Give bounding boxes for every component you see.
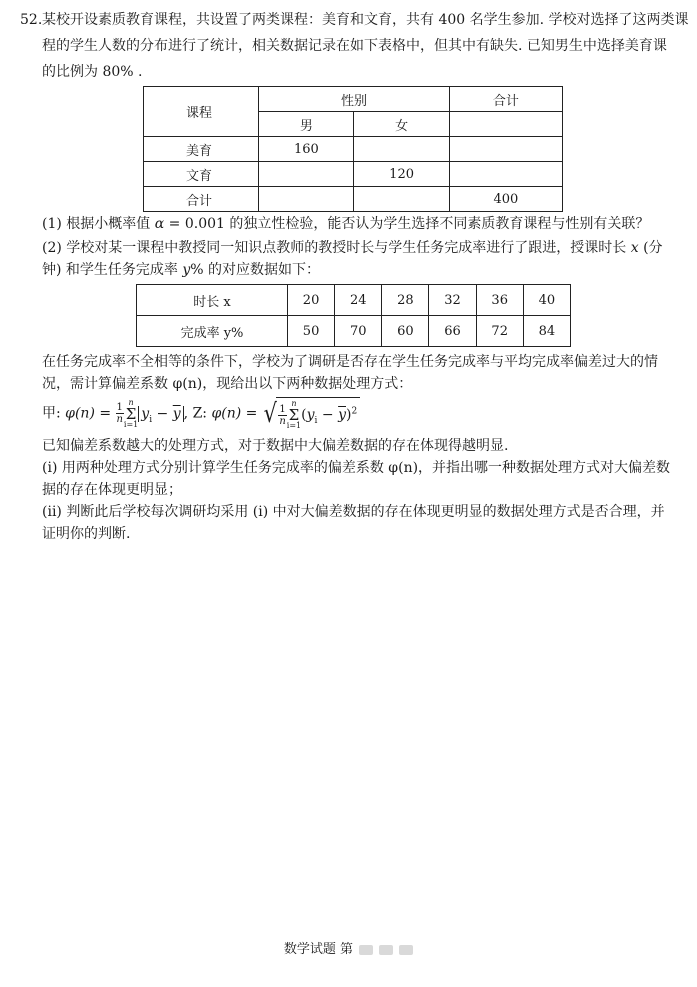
- part1-line: [42, 214, 649, 234]
- x-value: 40: [523, 285, 570, 316]
- sum-a: [124, 399, 138, 429]
- yi-sub-b: i: [314, 415, 318, 426]
- sub-i-line-1: (i) 用两种处理方式分别计算学生任务完成率的偏差系数 φ(n)，并指出哪一种数据处理方式对大偏差数: [42, 460, 671, 476]
- y-value: 70: [335, 316, 382, 347]
- x-value: 24: [335, 285, 382, 316]
- time-completion-table: [136, 284, 571, 347]
- row-label-meiyu: 美育: [144, 137, 259, 162]
- y-value: 60: [382, 316, 429, 347]
- minus-b: −: [317, 407, 339, 423]
- radical-sign-icon: √: [263, 398, 277, 429]
- sub-ii-line-2: 证明你的判断.: [42, 526, 131, 542]
- row-label-completion: 完成率 y%: [137, 316, 288, 347]
- conclusion-line: 已知偏差系数越大的处理方式，对于数据中大偏差数据的存在体现得越明显.: [42, 438, 509, 454]
- frac-den: n: [116, 414, 123, 425]
- x-value: 28: [382, 285, 429, 316]
- after-table-line-2: 况，需计算偏差系数 φ(n)，现给出以下两种数据处理方式：: [42, 376, 413, 392]
- part1-pre: (1) 根据小概率值: [42, 216, 155, 232]
- sub-i-line-2: 据的存在体现更明显；: [42, 482, 182, 498]
- sum-bottom: i=1: [123, 419, 139, 429]
- sum-b: [287, 400, 301, 430]
- deviation-formulas: [42, 397, 360, 437]
- cell-total-male: [259, 187, 354, 212]
- y-value: 66: [429, 316, 476, 347]
- sum-top-b: n: [291, 399, 297, 408]
- sum-top: n: [128, 397, 134, 407]
- page-footer: [0, 938, 697, 957]
- row-label-time: 时长 x: [137, 285, 288, 316]
- after-table-line-1: 在任务完成率不全相等的条件下，学校为了调研是否存在学生任务完成率与平均完成率偏差过大的情: [42, 354, 658, 370]
- formula-jia-label: 甲:: [42, 405, 66, 422]
- watermark-block: [399, 945, 413, 955]
- intro-line-3: 的比例为 80% .: [42, 64, 143, 80]
- fraction-b: [278, 404, 286, 427]
- x-value: 32: [429, 285, 476, 316]
- ybar-b: $\overline{y}$: [338, 407, 346, 423]
- cell-total-total: 400: [449, 187, 562, 212]
- part2-var-y: y: [182, 262, 191, 278]
- intro-line-1: 某校开设素质教育课程，共设置了两类课程：美育和文育，共有 400 名学生参加. 学校对选择了这两类课: [42, 12, 689, 28]
- sub-ii-line-1: (ii) 判断此后学校每次调研均采用 (i) 中对大偏差数据的存在体现更明显的数据处理方式是否合理，并: [42, 504, 665, 520]
- watermark-block: [359, 945, 373, 955]
- part2-var-x: x: [630, 240, 639, 256]
- x-value: 36: [476, 285, 523, 316]
- watermark-block: [379, 945, 393, 955]
- cell-meiyu-total: [449, 137, 562, 162]
- header-gender: 性别: [259, 87, 449, 112]
- sum-sigma: Σ: [125, 404, 137, 423]
- frac-num-b: 1: [279, 403, 286, 415]
- minus: −: [152, 405, 173, 422]
- yi-sub: i: [149, 414, 153, 425]
- frac-num: 1: [116, 402, 123, 413]
- frac-den-b: n: [279, 415, 286, 427]
- part2-line-2: [42, 260, 320, 280]
- part2-line1-pre: (2) 学校对某一课程中教授同一知识点教师的教授时长与学生任务完成率进行了跟进，授课时长: [42, 240, 631, 256]
- cell-meiyu-female: [354, 137, 449, 162]
- fraction-a: [116, 402, 124, 425]
- header-female: 女: [354, 112, 449, 137]
- separator: ,: [183, 405, 193, 422]
- cell-wenyu-female: 120: [354, 162, 449, 187]
- intro-line-2: 程的学生人数的分布进行了统计，相关数据记录在如下表格中，但其中有缺失. 已知男生中选择美育课: [42, 38, 667, 54]
- part2-line-1: [42, 238, 663, 258]
- yi-b: y: [306, 407, 315, 423]
- ybar: $\overline{y}$: [172, 405, 181, 422]
- gender-course-table: [143, 86, 563, 212]
- row-label-total: 合计: [144, 187, 259, 212]
- formula-phi-b: φ(n) =: [211, 405, 262, 422]
- y-value: 50: [288, 316, 335, 347]
- square-exp: 2: [351, 406, 358, 417]
- abs-value: [138, 405, 183, 425]
- header-course: 课程: [144, 87, 259, 137]
- footer-text: 数学试题 第: [283, 942, 354, 957]
- x-value: 20: [288, 285, 335, 316]
- formula-yi-label: Z:: [192, 405, 212, 422]
- cell-wenyu-total: [449, 162, 562, 187]
- cell-total-female: [354, 187, 449, 212]
- cell-wenyu-male: [259, 162, 354, 187]
- y-value: 72: [476, 316, 523, 347]
- sum-bottom-b: i=1: [286, 421, 302, 430]
- sqrt-content: $\frac{1}{n}$ n Σ i=1 $(y_i - \overline{y})^2$: [276, 397, 360, 430]
- sum-sigma-b: Σ: [288, 406, 300, 424]
- row-label-wenyu: 文育: [144, 162, 259, 187]
- part2-line1-post: (分: [638, 240, 663, 256]
- header-total-empty: [449, 112, 562, 137]
- yi: y: [141, 405, 150, 422]
- part1-alpha: α: [154, 216, 165, 232]
- question-number: 52.: [20, 12, 43, 28]
- part2-line2-pre: 钟) 和学生任务完成率: [42, 262, 183, 278]
- y-value: 84: [523, 316, 570, 347]
- part1-post: = 0.001 的独立性检验，能否认为学生选择不同素质教育课程与性别有关联？: [164, 216, 650, 232]
- header-total: 合计: [449, 87, 562, 112]
- formula-phi-a: φ(n) =: [65, 405, 116, 422]
- header-male: 男: [259, 112, 354, 137]
- part2-line2-post: % 的对应数据如下：: [190, 262, 321, 278]
- cell-meiyu-male: 160: [259, 137, 354, 162]
